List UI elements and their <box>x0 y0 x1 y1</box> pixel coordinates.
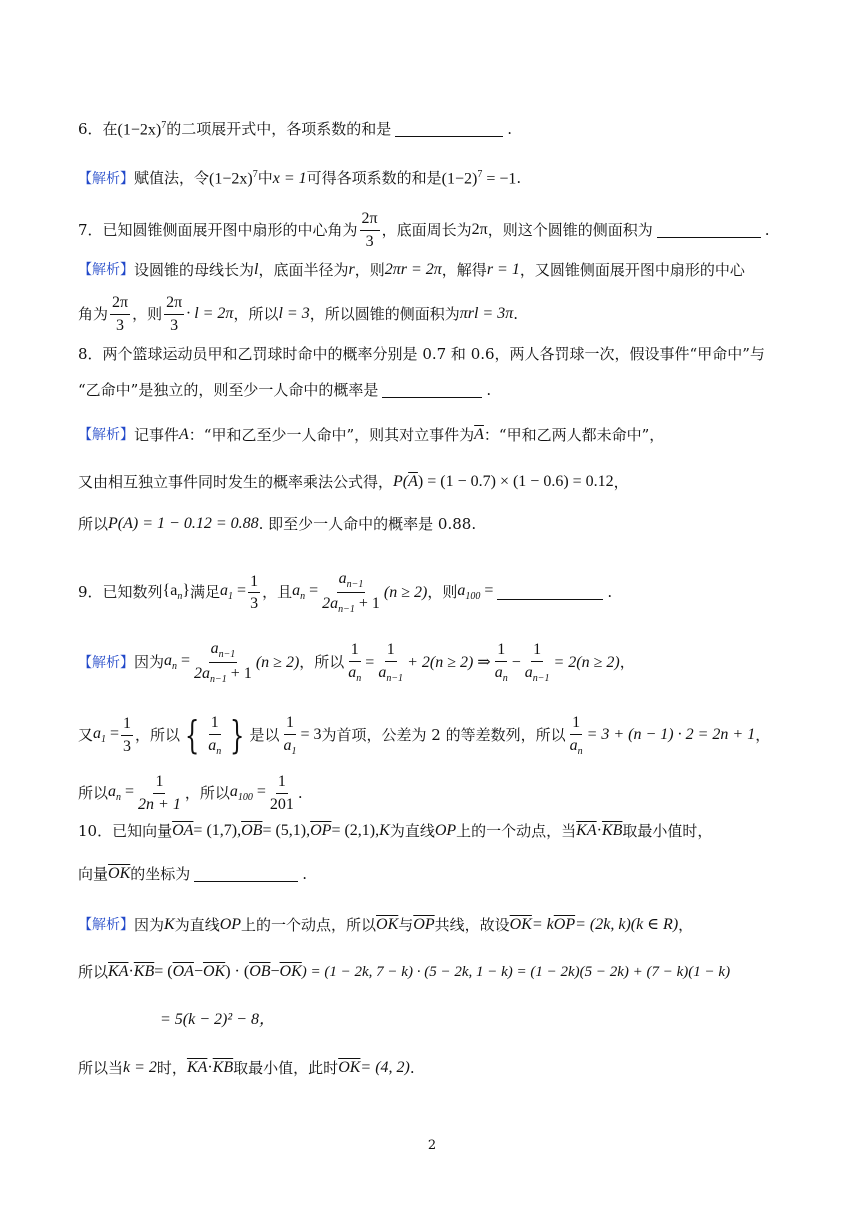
frac-num: 2π <box>110 294 130 315</box>
q6-exponent: 7 <box>161 120 167 131</box>
frac-num: 1 <box>284 714 296 735</box>
a7-t: ，所以 <box>233 304 279 323</box>
a9-eq: = <box>365 653 375 671</box>
a7-t: ，又圆锥侧面展开图中扇形的中心 <box>519 260 745 279</box>
answer-9-line-1 <box>78 640 635 685</box>
frac-den <box>493 662 510 684</box>
q6-number: 6．在 <box>78 120 118 139</box>
a10-t: 上的一个动点，所以 <box>241 915 377 934</box>
a9-sub: n <box>116 791 122 803</box>
a7-t: ，底面半径为 <box>258 260 349 279</box>
a8-t: . 即至少一人命中的概率是 0.88. <box>258 514 477 533</box>
a7-eq: πrl = 3π <box>459 305 514 323</box>
answer-8-line-1 <box>78 427 664 443</box>
a9-t: 因为 <box>134 653 165 672</box>
frac-num: 1 <box>531 641 543 662</box>
a8-A-bar: $\overline{A}$ <box>474 426 484 443</box>
q9-end: . <box>607 583 613 602</box>
frac-den: 201 <box>269 795 294 813</box>
question-10-line-2 <box>78 866 307 882</box>
a6-exp1: 7 <box>252 169 258 180</box>
a9-t: 是以 <box>249 725 280 744</box>
q7-end: . <box>764 220 770 239</box>
a9-minus: − <box>511 653 521 671</box>
q10-t: 向量 <box>78 864 109 883</box>
analysis-tag: 【解析】 <box>78 654 134 671</box>
frac-num: 1 <box>209 714 221 735</box>
a10-eq: ) · ( <box>225 963 250 980</box>
fraction <box>164 294 184 334</box>
a8-t: 所以 <box>78 514 109 533</box>
q10-dot: · <box>596 822 602 839</box>
left-brace: { <box>184 713 200 758</box>
a7-end: . <box>513 304 519 323</box>
q9-eq: = <box>305 582 319 600</box>
a10-t: . <box>409 1058 415 1077</box>
fraction <box>121 715 133 755</box>
q7-val: 2π <box>471 221 488 239</box>
q9-a: a <box>457 582 466 600</box>
answer-blank <box>657 223 761 238</box>
a9-an <box>108 784 134 803</box>
analysis-tag: 【解析】 <box>78 427 134 443</box>
q9-a1 <box>220 583 246 602</box>
frac-num: 1 <box>248 573 260 594</box>
q9-eq: = <box>233 582 247 600</box>
fraction <box>206 714 223 757</box>
frac-num: 2π <box>360 210 380 231</box>
a9-sub: 100 <box>237 791 253 803</box>
vec-KA: $\overline{KA}$ <box>108 963 129 980</box>
frac-sub: n <box>577 745 583 757</box>
a9-t: ， <box>619 653 635 672</box>
a10-K: K <box>164 916 175 933</box>
analysis-tag: 【解析】 <box>78 170 134 187</box>
frac-a: a <box>210 640 219 657</box>
answer-6 <box>78 170 521 187</box>
a7-eq: l = 3 <box>278 305 310 323</box>
a7-r: r <box>348 261 355 278</box>
answer-10-line-2 <box>78 964 730 980</box>
q6-expr <box>118 121 167 138</box>
q9-t: ，且 <box>262 583 293 602</box>
a9-t: ，所以 <box>135 725 181 744</box>
vec-OK: $\overline{OK}$ <box>279 963 302 980</box>
q7-text2: ，则这个圆锥的侧面积为 <box>487 220 653 239</box>
q10-end: . <box>302 864 308 883</box>
frac-num: 1 <box>276 773 288 794</box>
q6-expr-text: (1−2x) <box>117 121 162 139</box>
a10-dot: · <box>128 963 134 980</box>
frac-den: 3 <box>123 737 132 755</box>
fraction <box>136 773 183 813</box>
q10-v: = (1,7), <box>193 822 242 839</box>
vec-OK: $\overline{OK}$ <box>376 916 399 933</box>
q9-sub: 1 <box>228 591 234 603</box>
fraction <box>376 641 405 684</box>
frac-a: a <box>524 663 533 681</box>
q10-K: K <box>379 822 390 839</box>
a10-eq: k = 2 <box>123 1059 157 1076</box>
a9-a: a <box>229 782 238 800</box>
frac-a: a <box>348 663 357 681</box>
frac-den <box>346 662 363 684</box>
a7-l: l <box>254 261 259 278</box>
frac-sub: 1 <box>291 745 297 757</box>
q10-v: = (5,1), <box>262 822 311 839</box>
a9-eq: = <box>121 782 135 800</box>
a9-sub: 1 <box>101 733 107 745</box>
a8-t: ， <box>613 472 629 491</box>
q7-number: 7．已知圆锥侧面展开图中扇形的中心角为 <box>78 220 358 239</box>
frac-num: 1 <box>570 714 582 735</box>
a7-t: 角为 <box>78 304 109 323</box>
a6-method: 赋值法，令 <box>134 169 210 188</box>
frac-den <box>376 662 405 684</box>
a10-t: 共线，故设 <box>434 915 510 934</box>
q8-text: 8．两个篮球运动员甲和乙罚球时命中的概率分别是 0.7 和 0.6，两人各罚球一次，假设事件“甲命中”与 <box>78 345 765 363</box>
frac-sub: n−1 <box>338 604 355 616</box>
vec-OA: $\overline{OA}$ <box>172 822 194 839</box>
answer-blank <box>395 122 503 137</box>
a6-cond: x = 1 <box>272 169 307 187</box>
question-7 <box>78 210 770 250</box>
a9-rel: + 2(n ≥ 2) ⇒ <box>407 653 491 671</box>
vec-OK: $\overline{OK}$ <box>509 916 532 933</box>
vec-OA: $\overline{OA}$ <box>172 963 194 980</box>
frac-den <box>192 663 254 685</box>
fraction <box>192 640 254 685</box>
a7-t: 设圆锥的母线长为 <box>134 260 255 279</box>
frac-a: a <box>569 736 578 754</box>
a6-end: . <box>516 169 522 188</box>
a9-eq: = <box>252 782 266 800</box>
q9-t: ，则 <box>427 583 458 602</box>
frac-tail: + 1 <box>354 595 380 613</box>
a10-minus: − <box>193 963 203 980</box>
q9-seq <box>163 583 190 602</box>
a10-eq: = k <box>531 916 554 933</box>
a6-expr1-text: (1−2x) <box>209 170 253 188</box>
vec-OB: $\overline{OB}$ <box>241 822 263 839</box>
a9-eq: = <box>106 724 120 742</box>
q9-cond: (n ≥ 2) <box>383 583 428 601</box>
frac-a: 2a <box>322 595 339 613</box>
q10-v: = (2,1), <box>331 822 380 839</box>
a6-text: 可得各项系数的和是 <box>306 169 442 188</box>
frac-den <box>320 593 382 615</box>
a8-t: ：“甲和乙至少一人命中”，则其对立事件为 <box>188 425 475 444</box>
q10-t: 取最小值时， <box>622 821 713 840</box>
a8-calc: ) = (1 − 0.7) × (1 − 0.6) = 0.12 <box>417 473 614 490</box>
vec-OB: $\overline{OB}$ <box>249 963 271 980</box>
a9-t: ， <box>755 725 771 744</box>
q9-seq-a: {a <box>162 582 178 600</box>
frac-a: a <box>283 736 292 754</box>
a10-eq: = (2k, k)(k ∈ R) <box>575 916 679 933</box>
frac-sub: n <box>216 745 222 757</box>
a8-t: ：“甲和乙两人都未命中”， <box>483 425 665 444</box>
a8-p: P( <box>393 473 409 490</box>
a9-a: a <box>108 782 117 800</box>
a7-t: ，所以圆锥的侧面积为 <box>309 304 460 323</box>
answer-7-line-2 <box>78 294 518 334</box>
frac-tail: + 1 <box>226 665 252 683</box>
a9-sub: n <box>172 661 178 673</box>
a9-t: 所以 <box>78 783 109 802</box>
a10-t: 为直线 <box>174 915 220 934</box>
frac-a: a <box>338 570 347 587</box>
q9-sub: n <box>300 591 306 603</box>
question-10-line-1 <box>78 823 712 839</box>
a9-a100 <box>230 784 266 803</box>
q9-number: 9．已知数列 <box>78 583 163 602</box>
q9-sub: 100 <box>465 591 481 603</box>
a8-t: 记事件 <box>134 425 180 444</box>
q10-t: 为直线 <box>389 821 435 840</box>
vec-KA: $\overline{KA}$ <box>186 1059 208 1076</box>
frac-sub: n−1 <box>346 579 364 591</box>
fraction <box>360 210 380 250</box>
vec-OP: $\overline{OP}$ <box>413 916 435 933</box>
q10-t: 10．已知向量 <box>78 821 173 840</box>
a6-mid: 中 <box>257 169 273 188</box>
answer-10-line-1 <box>78 917 693 933</box>
vec-KB: $\overline{KB}$ <box>601 822 623 839</box>
frac-num: 1 <box>349 641 361 662</box>
frac-a: a <box>494 663 503 681</box>
question-6 <box>78 121 512 138</box>
frac-den: 3 <box>250 595 259 613</box>
frac-num <box>209 640 238 663</box>
a10-eq: = ( <box>154 963 173 980</box>
a7-eq: · l = 2π <box>186 305 234 323</box>
vec-KB: $\overline{KB}$ <box>212 1059 234 1076</box>
a7-t: ，则 <box>132 304 163 323</box>
q9-a: a <box>292 582 301 600</box>
frac-num: 2π <box>164 294 184 315</box>
a10-eq: = 5(k − 2)² − 8， <box>160 1011 275 1028</box>
a7-t: ，解得 <box>441 260 487 279</box>
q7-text1: ，底面周长为 <box>381 220 472 239</box>
q9-an <box>292 583 318 602</box>
q9-t: 满足 <box>190 583 221 602</box>
a10-t: 取最小值，此时 <box>233 1058 339 1077</box>
q9-a100 <box>457 583 493 602</box>
vec-KA: $\overline{KA}$ <box>576 822 597 839</box>
frac-den: 2n + 1 <box>138 795 181 813</box>
q6-end: . <box>507 120 513 139</box>
analysis-tag: 【解析】 <box>78 917 134 933</box>
a9-cond: (n ≥ 2) <box>255 653 300 671</box>
a10-t: 因为 <box>134 915 165 934</box>
q9-seq-sub: n <box>177 591 183 603</box>
vec-OK: $\overline{OK}$ <box>338 1059 361 1076</box>
a7-eq: 2πr = 2π <box>384 261 442 278</box>
a9-rel: = 2(n ≥ 2) <box>553 653 620 671</box>
frac-den: 3 <box>365 232 374 250</box>
a7-eq: r = 1 <box>486 261 520 278</box>
a6-expr2-text: (1−2) <box>441 170 478 188</box>
a9-t: 又 <box>78 725 94 744</box>
answer-blank <box>382 383 482 398</box>
a10-t: 所以当 <box>78 1058 124 1077</box>
q6-text: 的二项展开式中，各项系数的和是 <box>166 120 392 139</box>
frac-sub: n <box>356 673 362 685</box>
a6-expr1 <box>209 170 258 187</box>
a6-result: = −1 <box>482 170 517 188</box>
vec-OP: $\overline{OP}$ <box>310 822 332 839</box>
a10-eq: = (4, 2) <box>360 1059 410 1076</box>
a9-eq: = 3 <box>300 726 322 744</box>
fraction <box>346 641 363 684</box>
fraction <box>568 714 585 757</box>
q8-text: “乙命中”是独立的，则至少一人命中的概率是 <box>78 381 379 399</box>
answer-8-line-2 <box>78 474 629 490</box>
vec-OP: $\overline{OP}$ <box>553 916 576 933</box>
fraction <box>523 641 552 684</box>
frac-sub: n−1 <box>210 674 227 686</box>
fraction <box>281 714 298 757</box>
a10-dot: · <box>207 1059 213 1076</box>
page-number: 2 <box>427 1138 437 1153</box>
frac-den: 3 <box>170 316 179 334</box>
a9-a: a <box>164 652 173 670</box>
frac-num: 1 <box>121 715 133 736</box>
analysis-tag: 【解析】 <box>78 262 134 278</box>
frac-num: 1 <box>385 641 397 662</box>
a10-t: 所以 <box>78 962 109 981</box>
frac-sub: n <box>502 673 508 685</box>
frac-a: a <box>378 663 387 681</box>
frac-num: 1 <box>153 773 165 794</box>
frac-den <box>568 735 585 757</box>
question-8-line-2 <box>78 383 491 398</box>
frac-num: 1 <box>495 641 507 662</box>
a9-t: ，所以 <box>299 653 345 672</box>
frac-den <box>206 735 223 757</box>
answer-10-line-4 <box>78 1060 415 1076</box>
a9-eq: = 3 + (n − 1) · 2 = 2n + 1 <box>586 726 756 744</box>
a8-t: 又由相互独立事件同时发生的概率乘法公式得， <box>78 472 394 491</box>
answer-blank <box>497 585 603 600</box>
a8-eq: P(A) = 1 − 0.12 = 0.88 <box>108 515 259 532</box>
frac-den: 3 <box>116 316 125 334</box>
a9-a1 <box>93 726 119 745</box>
fraction <box>493 641 510 684</box>
fraction <box>110 294 130 334</box>
question-8-line-1 <box>78 347 765 362</box>
frac-sub: n−1 <box>386 673 404 685</box>
a9-a: a <box>93 724 102 742</box>
a10-t: ， <box>678 915 694 934</box>
a10-OP: OP <box>219 916 242 933</box>
frac-den <box>281 735 298 757</box>
vec-OK: $\overline{OK}$ <box>108 865 131 882</box>
a8-eq <box>393 474 614 490</box>
question-9 <box>78 570 612 615</box>
q8-end: . <box>486 381 492 399</box>
vec-OK: $\overline{OK}$ <box>202 963 226 980</box>
a10-eq: ) = (1 − 2k, 7 − k) · (5 − 2k, 1 − k) = (1 − 2k)(5 − 2k) + (7 − k)(1 − k) <box>301 963 731 980</box>
a6-exp2: 7 <box>477 169 483 180</box>
q9-eq: = <box>480 582 494 600</box>
q9-seq-end: } <box>182 582 191 600</box>
a8-A-bar: $\overline{A}$ <box>408 473 418 490</box>
q9-a: a <box>220 582 229 600</box>
a8-A: A <box>179 426 189 443</box>
q10-t: 上的一个动点，当 <box>456 821 577 840</box>
q10-OP: OP <box>434 822 457 839</box>
a9-t: . <box>297 783 303 802</box>
answer-blank <box>194 867 298 882</box>
answer-8-line-3 <box>78 516 476 532</box>
frac-a: 2a <box>194 665 211 683</box>
frac-num <box>337 570 366 593</box>
answer-9-line-2 <box>78 714 770 757</box>
fraction <box>268 773 296 813</box>
a9-eq: = <box>177 652 191 670</box>
a10-t: 与 <box>398 915 414 934</box>
a10-t: 时， <box>156 1058 187 1077</box>
a10-minus: − <box>270 963 280 980</box>
a7-t: ，则 <box>354 260 385 279</box>
q10-t: 的坐标为 <box>130 864 191 883</box>
right-brace: } <box>230 713 245 758</box>
answer-10-line-3 <box>160 1012 275 1028</box>
a6-expr2 <box>442 170 517 187</box>
answer-9-line-3 <box>78 773 303 813</box>
a9-an <box>164 653 190 672</box>
answer-7-line-1 <box>78 262 745 278</box>
frac-sub: n−1 <box>532 673 550 685</box>
fraction <box>320 570 382 615</box>
fraction <box>248 573 260 613</box>
a9-t: 为首项，公差为 2 的等差数列，所以 <box>321 725 566 744</box>
a9-t: ，所以 <box>184 783 230 802</box>
vec-KB: $\overline{KB}$ <box>133 963 155 980</box>
frac-a: a <box>208 736 217 754</box>
frac-sub: n−1 <box>218 649 236 661</box>
frac-den <box>523 662 552 684</box>
